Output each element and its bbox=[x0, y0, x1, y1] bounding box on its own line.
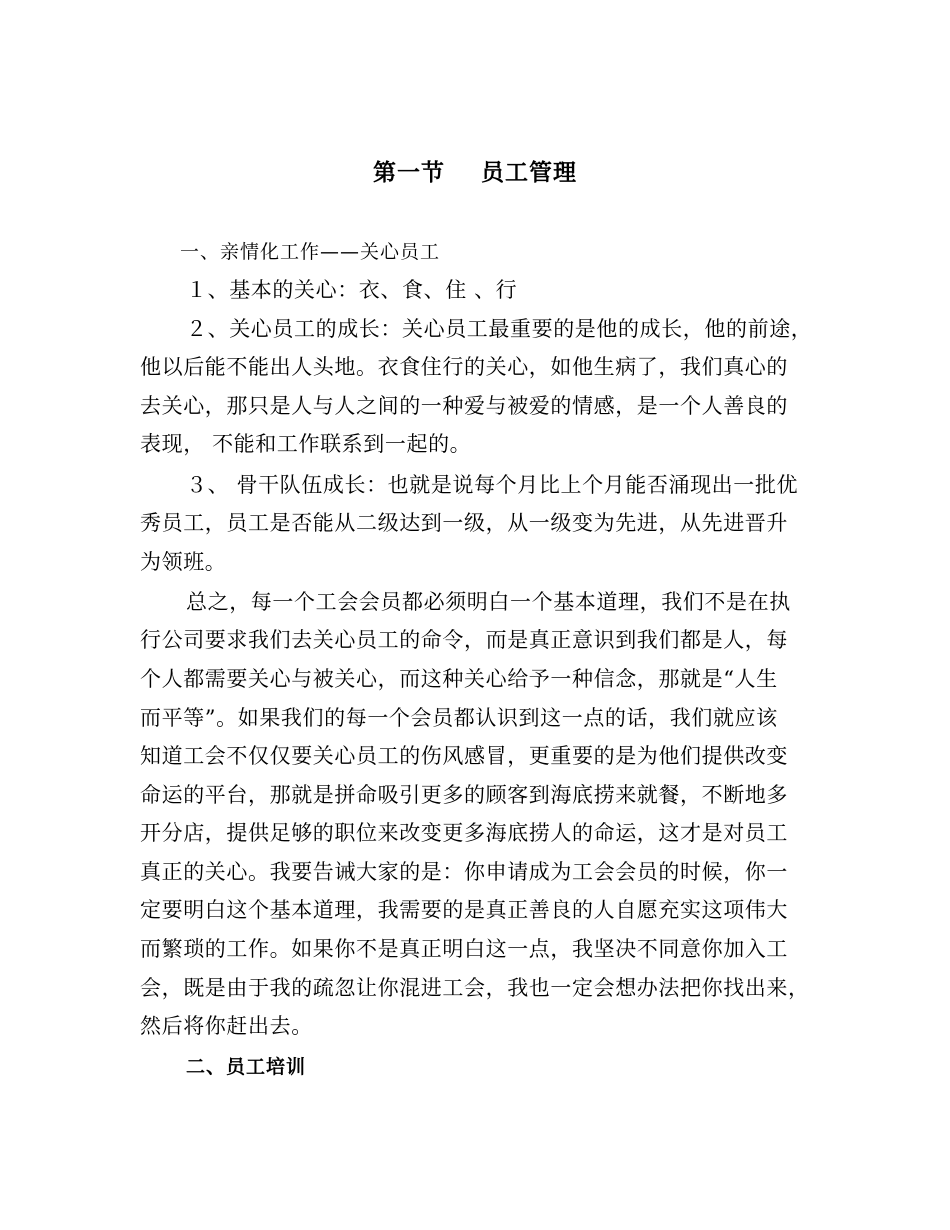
paragraph-item2-line: 去关心，那只是人与人之间的一种爱与被爱的情感，是一个人善良的 bbox=[140, 394, 788, 418]
paragraph-summary-line: 开分店，提供足够的职位来改变更多海底捞人的命运，这才是对员工 bbox=[140, 821, 788, 845]
paragraph-summary-line: 个人都需要关心与被关心，而这种关心给予一种信念，那就是“人生 bbox=[140, 667, 778, 691]
paragraph-summary-line: 会，既是由于我的疏忽让你混进工会，我也一定会想办法把你找出来， bbox=[140, 976, 810, 1000]
paragraph-summary-line: 而繁琐的工作。如果你不是真正明白这一点，我坚决不同意你加入工 bbox=[140, 937, 788, 961]
paragraph-summary-line: 真正的关心。我要告诫大家的是：你申请成为工会会员的时候，你一 bbox=[140, 860, 788, 884]
section-heading-care: 一、亲情化工作——关心员工 bbox=[180, 241, 441, 263]
paragraph-summary-line: 知道工会不仅仅要关心员工的伤风感冒，更重要的是为他们提供改变 bbox=[140, 744, 788, 768]
paragraph-summary-line: 行公司要求我们去关心员工的命令，而是真正意识到我们都是人，每 bbox=[140, 628, 788, 652]
paragraph-item2-line: ２、关心员工的成长：关心员工最重要的是他的成长，他的前途， bbox=[186, 317, 813, 341]
paragraph-item2-line: 他以后能不能出人头地。衣食住行的关心，如他生病了，我们真心的 bbox=[140, 355, 788, 379]
paragraph-item1: １、基本的关心：衣、食、住 、行 bbox=[186, 278, 518, 302]
paragraph-summary-line: 而平等”。如果我们的每一个会员都认识到这一点的话，我们就应该 bbox=[140, 706, 778, 730]
paragraph-summary-line: 定要明白这个基本道理，我需要的是真正善良的人自愿充实这项伟大 bbox=[140, 898, 788, 922]
page-title: 第一节 员工管理 bbox=[372, 160, 578, 186]
section-heading-training: 二、员工培训 bbox=[186, 1056, 307, 1078]
paragraph-summary-line: 然后将你赶出去。 bbox=[140, 1014, 313, 1038]
paragraph-summary-line: 命运的平台，那就是拼命吸引更多的顾客到海底捞来就餐，不断地多 bbox=[140, 783, 788, 807]
paragraph-item3-line: 为领班。 bbox=[140, 550, 227, 574]
paragraph-item3-line: 秀员工，员工是否能从二级达到一级，从一级变为先进，从先进晋升 bbox=[140, 511, 788, 535]
paragraph-summary-line: 总之，每一个工会会员都必须明白一个基本道理，我们不是在执 bbox=[186, 590, 791, 614]
paragraph-item2-line: 表现， 不能和工作联系到一起的。 bbox=[140, 432, 472, 456]
paragraph-item3-line: ３、 骨干队伍成长：也就是说每个月比上个月能否涌现出一批优 bbox=[186, 473, 799, 497]
